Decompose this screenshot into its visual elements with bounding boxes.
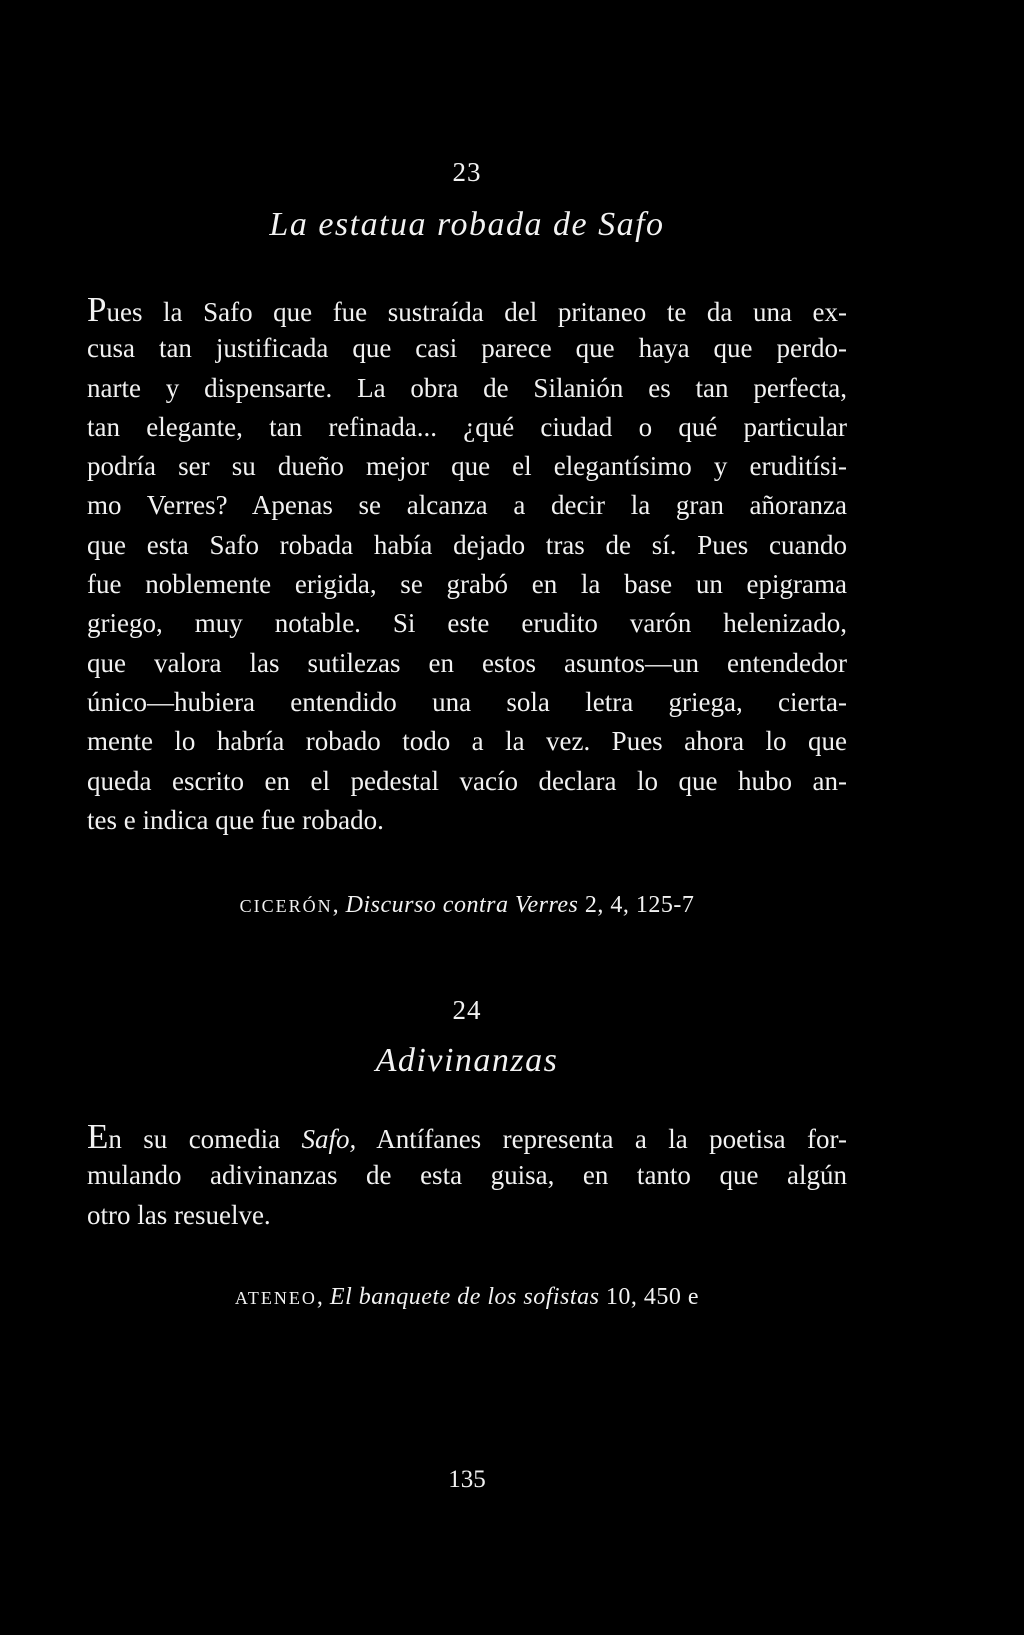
paragraph-line: tan elegante, tan refinada... ¿qué ciudad o qué particular <box>87 411 847 442</box>
source-citation: ateneo, El banquete de los sofistas 10, 450 e <box>234 1283 700 1310</box>
paragraph-line: que esta Safo robada había dejado tras de sí. Pues cuando <box>87 529 847 560</box>
section-title: Adivinanzas <box>375 1042 559 1079</box>
section-number: 23 <box>452 157 482 187</box>
citation-work: El banquete de los sofistas <box>329 1284 600 1310</box>
citation-author: ateneo <box>234 1283 317 1310</box>
page-number: 135 <box>448 1466 486 1493</box>
source-citation: cicerón, Discurso contra Verres 2, 4, 125-7 <box>239 891 695 918</box>
section-number: 24 <box>452 995 482 1025</box>
paragraph-line: Pues la Safo que fue sustraída del pritaneo te da una ex- <box>87 290 847 329</box>
paragraph-line: que valora las sutilezas en estos asuntos—un entendedor <box>87 647 847 678</box>
paragraph-line: mo Verres? Apenas se alcanza a decir la gran añoranza <box>87 490 847 521</box>
paragraph-line: cusa tan justificada que casi parece que haya que perdo- <box>87 333 847 364</box>
drop-cap: E <box>87 1117 109 1156</box>
paragraph-line: podría ser su dueño mejor que el elegantísimo y eruditísi- <box>87 451 847 482</box>
italic-title: Safo, <box>301 1124 357 1154</box>
book-page <box>87 0 847 1635</box>
paragraph-line: mente lo habría robado todo a la vez. Pues ahora lo que <box>87 726 847 757</box>
citation-work: Discurso contra Verres <box>345 892 579 918</box>
paragraph-line: tes e indica que fue robado. <box>87 804 384 835</box>
paragraph-line: mulando adivinanzas de esta guisa, en tanto que algún <box>87 1160 847 1191</box>
section-paragraph <box>87 1117 847 1235</box>
citation-author: cicerón <box>239 891 333 918</box>
section-title: La estatua robada de Safo <box>269 206 665 243</box>
paragraph-line: único—hubiera entendido una sola letra griega, cierta- <box>87 686 847 717</box>
citation-reference: 10, 450 e <box>599 1284 700 1310</box>
paragraph-line: fue noblemente erigida, se grabó en la base un epigrama <box>87 569 847 600</box>
paragraph-line: otro las resuelve. <box>87 1199 271 1230</box>
paragraph-line: griego, muy notable. Si este erudito varón helenizado, <box>87 608 847 639</box>
drop-cap: P <box>87 290 107 329</box>
paragraph-line: queda escrito en el pedestal vacío declara lo que hubo an- <box>87 765 847 796</box>
citation-reference: 2, 4, 125-7 <box>578 892 695 918</box>
paragraph-line: En su comedia Safo, Antífanes representa a la poetisa for- <box>87 1117 847 1156</box>
section-paragraph <box>87 290 847 840</box>
paragraph-line: narte y dispensarte. La obra de Silanión es tan perfecta, <box>87 372 847 403</box>
